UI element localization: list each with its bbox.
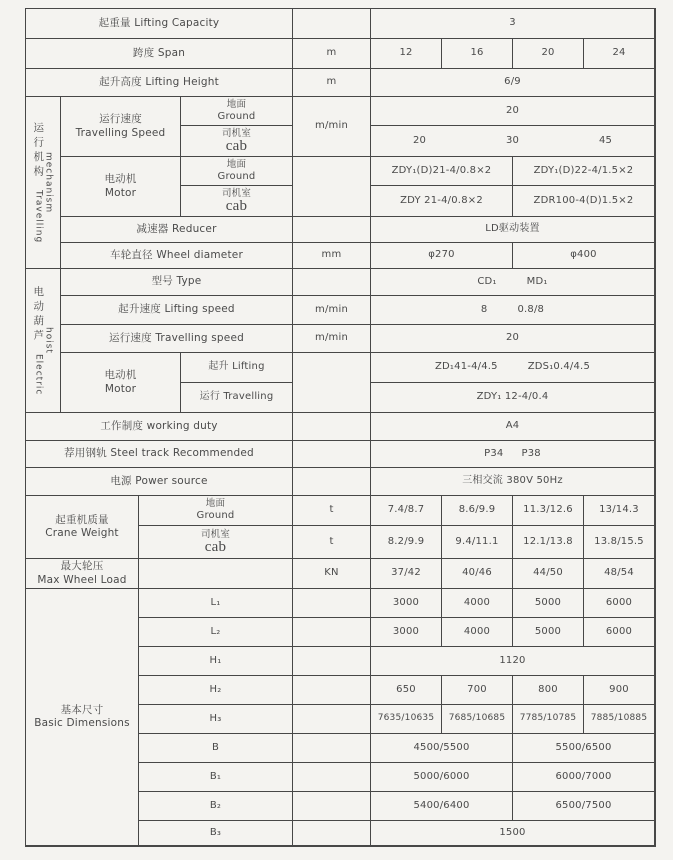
- lifting-capacity-value: 3: [371, 9, 655, 39]
- lifting-capacity-label: 起重量 Lifting Capacity: [26, 9, 293, 39]
- travelling-motor-cab-label: [181, 186, 293, 217]
- crane-weight-label-zh: 起重机质量: [55, 513, 109, 526]
- travelling-motor-label-zh: 电动机: [104, 173, 137, 186]
- dim-b3-label: B₃: [139, 821, 293, 846]
- basic-dimensions-label: [26, 589, 139, 846]
- dim-h2-value: 800: [513, 676, 584, 705]
- dim-unit: [293, 734, 371, 763]
- cab-label-en: cab: [225, 198, 248, 215]
- dim-h3-value: 7685/10685: [442, 705, 513, 734]
- reducer-value: LD驱动装置: [371, 217, 655, 243]
- steel-track-value: P34: [484, 447, 504, 459]
- reducer-unit: [293, 217, 371, 243]
- max-wheel-load-unit: KN: [293, 559, 371, 589]
- dim-l2-label: L₂: [139, 618, 293, 647]
- crane-weight-value: 8.6/9.9: [442, 496, 513, 526]
- basic-dimensions-label-en: Basic Dimensions: [34, 717, 130, 729]
- max-wheel-load-sub: [139, 559, 293, 589]
- cab-label-zh: 司机室: [221, 127, 252, 139]
- hoist-motor-label-en: Motor: [104, 382, 137, 395]
- dim-b3-value: 1500: [371, 821, 655, 846]
- dim-unit: [293, 589, 371, 618]
- lifting-height-value: 6/9: [371, 69, 655, 97]
- dim-l1-label: L₁: [139, 589, 293, 618]
- lifting-speed-value: 0.8/8: [517, 303, 545, 315]
- motor-ground-value: ZDY₁(D)22-4/1.5×2: [513, 157, 655, 186]
- dim-b2-value: 6500/7500: [513, 792, 655, 821]
- working-duty-value: A4: [371, 413, 655, 441]
- crane-weight-label: [26, 496, 139, 559]
- span-value: 24: [584, 39, 655, 69]
- dim-l1-value: 3000: [371, 589, 442, 618]
- max-wheel-load-value: 37/42: [371, 559, 442, 589]
- travelling-mechanism-en: Travelling mechanism: [33, 151, 54, 244]
- ground-label-zh: 地面: [226, 98, 247, 110]
- dim-b-label: B: [139, 734, 293, 763]
- dim-h3-label: H₃: [139, 705, 293, 734]
- dim-h1-value: 1120: [371, 647, 655, 676]
- crane-weight-cab-label: [139, 526, 293, 559]
- travelling-mechanism-zh: 运行机构: [32, 121, 45, 180]
- dim-unit: [293, 647, 371, 676]
- cab-label-en: cab: [225, 138, 248, 155]
- dim-h2-value: 700: [442, 676, 513, 705]
- dim-b2-value: 5400/6400: [371, 792, 513, 821]
- span-value: 12: [371, 39, 442, 69]
- crane-weight-value: 9.4/11.1: [442, 526, 513, 559]
- steel-track-values: [371, 441, 655, 468]
- travelling-speed-cab-label: [181, 126, 293, 157]
- cab-speed-value: 20: [412, 134, 427, 146]
- crane-weight-value: 13.8/15.5: [584, 526, 655, 559]
- crane-weight-value: 8.2/9.9: [371, 526, 442, 559]
- motor-cab-value: ZDR100-4(D)1.5×2: [513, 186, 655, 217]
- wheel-diameter-value: φ400: [513, 243, 655, 269]
- hoist-type-value: CD₁: [477, 275, 497, 287]
- max-wheel-load-value: 44/50: [513, 559, 584, 589]
- dim-h3-value: 7635/10635: [371, 705, 442, 734]
- dim-unit: [293, 618, 371, 647]
- lifting-speed-value: 8: [480, 303, 488, 315]
- ground-label-en: Ground: [217, 110, 256, 122]
- cab-label-en: cab: [204, 539, 227, 556]
- hoist-type-values: [371, 269, 655, 296]
- span-unit: m: [293, 39, 371, 69]
- working-duty-unit: [293, 413, 371, 441]
- dim-h2-value: 900: [584, 676, 655, 705]
- hoist-type-label: 型号 Type: [61, 269, 293, 296]
- hoist-travelling-speed-unit: m/min: [293, 325, 371, 353]
- wheel-diameter-unit: mm: [293, 243, 371, 269]
- crane-weight-value: 11.3/12.6: [513, 496, 584, 526]
- crane-weight-ground-unit: t: [293, 496, 371, 526]
- electric-hoist-vertical-text: [33, 273, 54, 408]
- hoist-travelling-speed-value: 20: [371, 325, 655, 353]
- travelling-speed-ground-value: 20: [371, 97, 655, 126]
- dim-l2-value: 6000: [584, 618, 655, 647]
- dim-unit: [293, 705, 371, 734]
- dim-l1-value: 4000: [442, 589, 513, 618]
- power-source-value: 三相交流 380V 50Hz: [371, 468, 655, 496]
- cab-label-zh: 司机室: [200, 528, 231, 540]
- hoist-motor-lifting-value: ZDS₁0.4/4.5: [527, 361, 591, 373]
- wheel-diameter-label: 车轮直径 Wheel diameter: [61, 243, 293, 269]
- dim-b-value: 5500/6500: [513, 734, 655, 763]
- dim-unit: [293, 792, 371, 821]
- travelling-speed-label-zh: 运行速度: [99, 113, 142, 126]
- hoist-motor-lifting-label: 起升 Lifting: [181, 353, 293, 383]
- lifting-height-label: 起升高度 Lifting Height: [26, 69, 293, 97]
- travelling-mechanism-vertical-text: [33, 101, 54, 264]
- dim-l2-value: 3000: [371, 618, 442, 647]
- dim-h1-label: H₁: [139, 647, 293, 676]
- crane-spec-table: [25, 8, 656, 847]
- travelling-motor-label: [61, 157, 181, 217]
- lifting-capacity-unit: [293, 9, 371, 39]
- ground-label-zh: 地面: [226, 158, 247, 170]
- travelling-motor-unit: [293, 157, 371, 217]
- travelling-speed-unit: m/min: [293, 97, 371, 157]
- dim-l2-value: 4000: [442, 618, 513, 647]
- max-wheel-load-label: [26, 559, 139, 589]
- electric-hoist-en: Electric hoist: [33, 327, 54, 396]
- motor-cab-value: ZDY 21-4/0.8×2: [371, 186, 513, 217]
- ground-label-en: Ground: [217, 170, 256, 182]
- hoist-motor-travelling-value: ZDY₁ 12-4/0.4: [371, 383, 655, 413]
- electric-hoist-group-label: [26, 269, 61, 413]
- working-duty-label: 工作制度 working duty: [26, 413, 293, 441]
- lifting-speed-values: [371, 296, 655, 325]
- basic-dimensions-label-zh: 基本尺寸: [60, 703, 104, 716]
- dim-b1-value: 5000/6000: [371, 763, 513, 792]
- lifting-speed-label: 起升速度 Lifting speed: [61, 296, 293, 325]
- hoist-motor-lifting-value: ZD₁41-4/4.5: [434, 361, 498, 373]
- motor-ground-value: ZDY₁(D)21-4/0.8×2: [371, 157, 513, 186]
- dim-unit: [293, 676, 371, 705]
- span-value: 16: [442, 39, 513, 69]
- travelling-speed-label: [61, 97, 181, 157]
- hoist-motor-label-zh: 电动机: [104, 369, 137, 382]
- travelling-mechanism-group-label: [26, 97, 61, 269]
- crane-weight-ground-label: [139, 496, 293, 526]
- cab-speed-value: 30: [505, 134, 520, 146]
- dim-h2-value: 650: [371, 676, 442, 705]
- crane-weight-value: 7.4/8.7: [371, 496, 442, 526]
- dim-unit: [293, 821, 371, 846]
- power-source-label: 电源 Power source: [26, 468, 293, 496]
- wheel-diameter-value: φ270: [371, 243, 513, 269]
- hoist-type-unit: [293, 269, 371, 296]
- max-wheel-load-value: 40/46: [442, 559, 513, 589]
- crane-weight-value: 13/14.3: [584, 496, 655, 526]
- span-value: 20: [513, 39, 584, 69]
- dim-l1-value: 6000: [584, 589, 655, 618]
- dim-unit: [293, 763, 371, 792]
- steel-track-unit: [293, 441, 371, 468]
- crane-weight-label-en: Crane Weight: [45, 527, 119, 539]
- max-wheel-load-value: 48/54: [584, 559, 655, 589]
- hoist-type-value: MD₁: [526, 275, 548, 287]
- dim-h3-value: 7885/10885: [584, 705, 655, 734]
- steel-track-label: 荐用钢轨 Steel track Recommended: [26, 441, 293, 468]
- hoist-motor-travelling-label: 运行 Travelling: [181, 383, 293, 413]
- lifting-speed-unit: m/min: [293, 296, 371, 325]
- dim-b2-label: B₂: [139, 792, 293, 821]
- travelling-speed-cab-values: [371, 126, 655, 157]
- ground-label-zh: 地面: [205, 498, 226, 510]
- power-source-unit: [293, 468, 371, 496]
- max-wheel-load-label-zh: 最大轮压: [60, 560, 104, 573]
- dim-h2-label: H₂: [139, 676, 293, 705]
- crane-weight-cab-unit: t: [293, 526, 371, 559]
- cab-label-zh: 司机室: [221, 187, 252, 199]
- cab-speed-value: 45: [598, 134, 613, 146]
- dim-b1-value: 6000/7000: [513, 763, 655, 792]
- dim-l2-value: 5000: [513, 618, 584, 647]
- travelling-motor-ground-label: [181, 157, 293, 186]
- lifting-height-unit: m: [293, 69, 371, 97]
- travelling-speed-ground-label: [181, 97, 293, 126]
- max-wheel-load-label-en: Max Wheel Load: [37, 573, 127, 586]
- dim-b-value: 4500/5500: [371, 734, 513, 763]
- travelling-speed-label-en: Travelling Speed: [75, 126, 166, 139]
- dim-b1-label: B₁: [139, 763, 293, 792]
- hoist-travelling-speed-label: 运行速度 Travelling speed: [61, 325, 293, 353]
- hoist-motor-label: [61, 353, 181, 413]
- reducer-label: 减速器 Reducer: [61, 217, 293, 243]
- travelling-motor-label-en: Motor: [104, 186, 137, 199]
- hoist-motor-lifting-values: [371, 353, 655, 383]
- electric-hoist-zh: 电动葫芦: [32, 285, 45, 344]
- crane-weight-value: 12.1/13.8: [513, 526, 584, 559]
- ground-label-en: Ground: [196, 510, 235, 522]
- dim-l1-value: 5000: [513, 589, 584, 618]
- span-label: 跨度 Span: [26, 39, 293, 69]
- dim-h3-value: 7785/10785: [513, 705, 584, 734]
- steel-track-value: P38: [521, 447, 541, 459]
- hoist-motor-unit: [293, 353, 371, 413]
